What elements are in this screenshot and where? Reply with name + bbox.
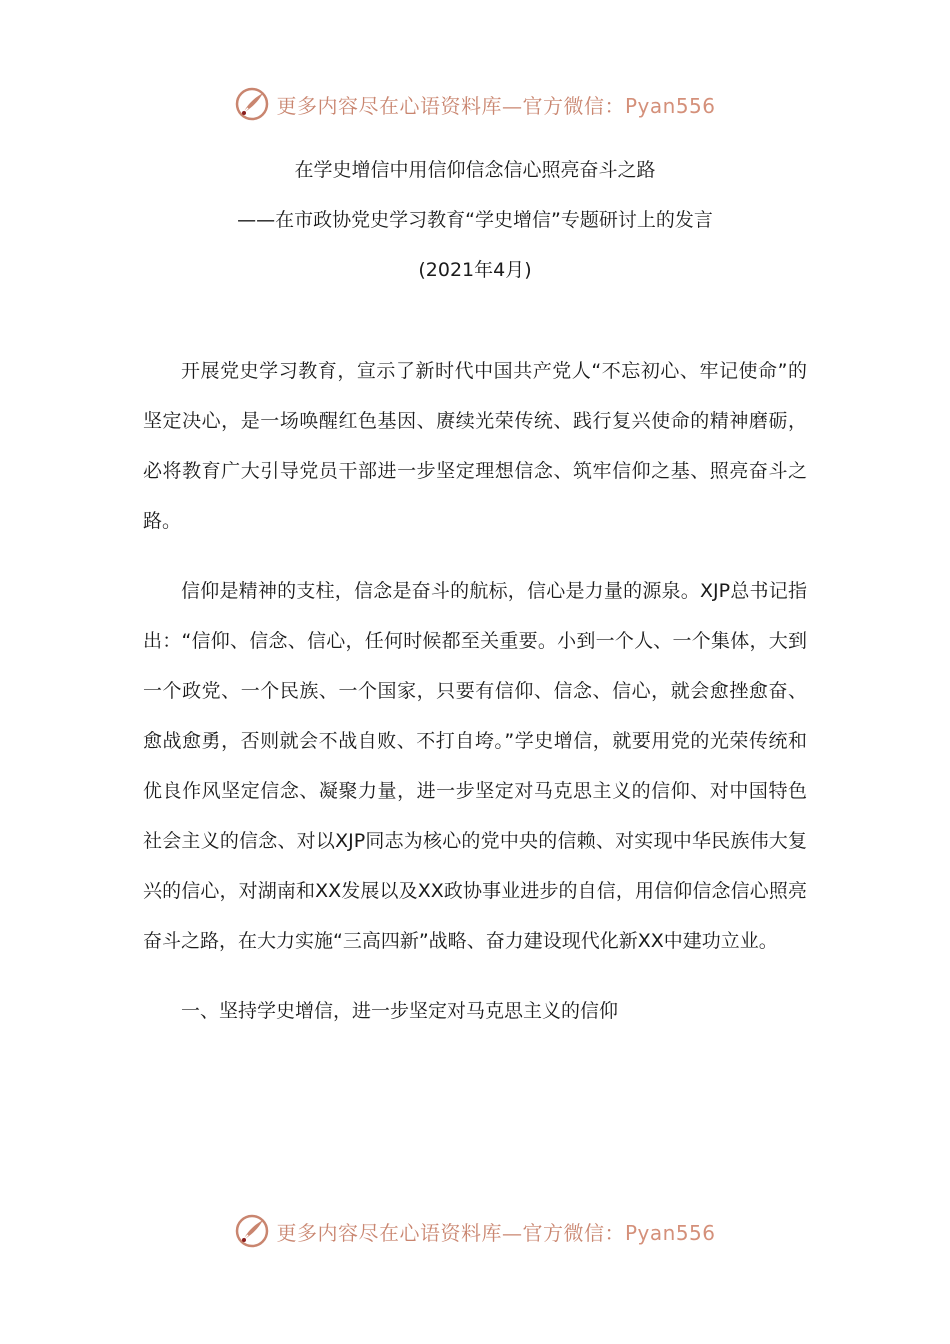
footer-banner[interactable] — [0, 1209, 950, 1253]
banner-handle: Pyan556 — [624, 1220, 716, 1245]
banner-label: 更多内容尽在心语资料库—官方微信： — [276, 93, 625, 118]
paragraph: 开展党史学习教育，宣示了新时代中国共产党人“不忘初心、牢记使命”的坚定决心，是一场唤醒红色基因、赓续光荣传统、践行复兴使命的精神磨砺，必将教育广大引导党员干部进一步坚定理想信念、筑牢信仰之基、照亮奋斗之路。 — [143, 360, 807, 532]
document-body — [143, 346, 807, 1036]
banner-label: 更多内容尽在心语资料库—官方微信： — [276, 1220, 625, 1245]
banner-handle: Pyan556 — [624, 93, 716, 118]
quill-pen-logo-icon — [234, 1213, 270, 1249]
document-subtitle: ——在市政协党史学习教育“学史增信”专题研讨上的发言 — [237, 209, 713, 231]
quill-pen-logo-icon — [234, 86, 270, 122]
paragraph: 信仰是精神的支柱，信念是奋斗的航标，信心是力量的源泉。XJP总书记指出：“信仰、信念、信心，任何时候都至关重要。小到一个人、一个集体，大到一个政党、一个民族、一个国家，只要有信仰、信念、信心，就会愈挫愈奋、愈战愈勇，否则就会不战自败、不打自垮。”学史增信，就要用党的光荣传统和优良作风坚定信念、凝聚力量，进一步坚定对马克思主义的信仰、对中国特色社会主义的信念、对以XJP同志为核心的党中央的信赖、对实现中华民族伟大复兴的信心，对湖南和XX发展以及XX政协事业进步的自信，用信仰信念信心照亮奋斗之路，在大力实施“三高四新”战略、奋力建设现代化新XX中建功立业。 — [143, 580, 807, 952]
title-block — [0, 152, 950, 302]
section-heading: 一、坚持学史增信，进一步坚定对马克思主义的信仰 — [181, 1000, 619, 1022]
document-title: 在学史增信中用信仰信念信心照亮奋斗之路 — [294, 159, 656, 181]
header-banner[interactable] — [0, 82, 950, 126]
document-date: (2021年4月) — [418, 259, 532, 281]
banner-text — [276, 90, 715, 119]
banner-text — [276, 1217, 715, 1246]
